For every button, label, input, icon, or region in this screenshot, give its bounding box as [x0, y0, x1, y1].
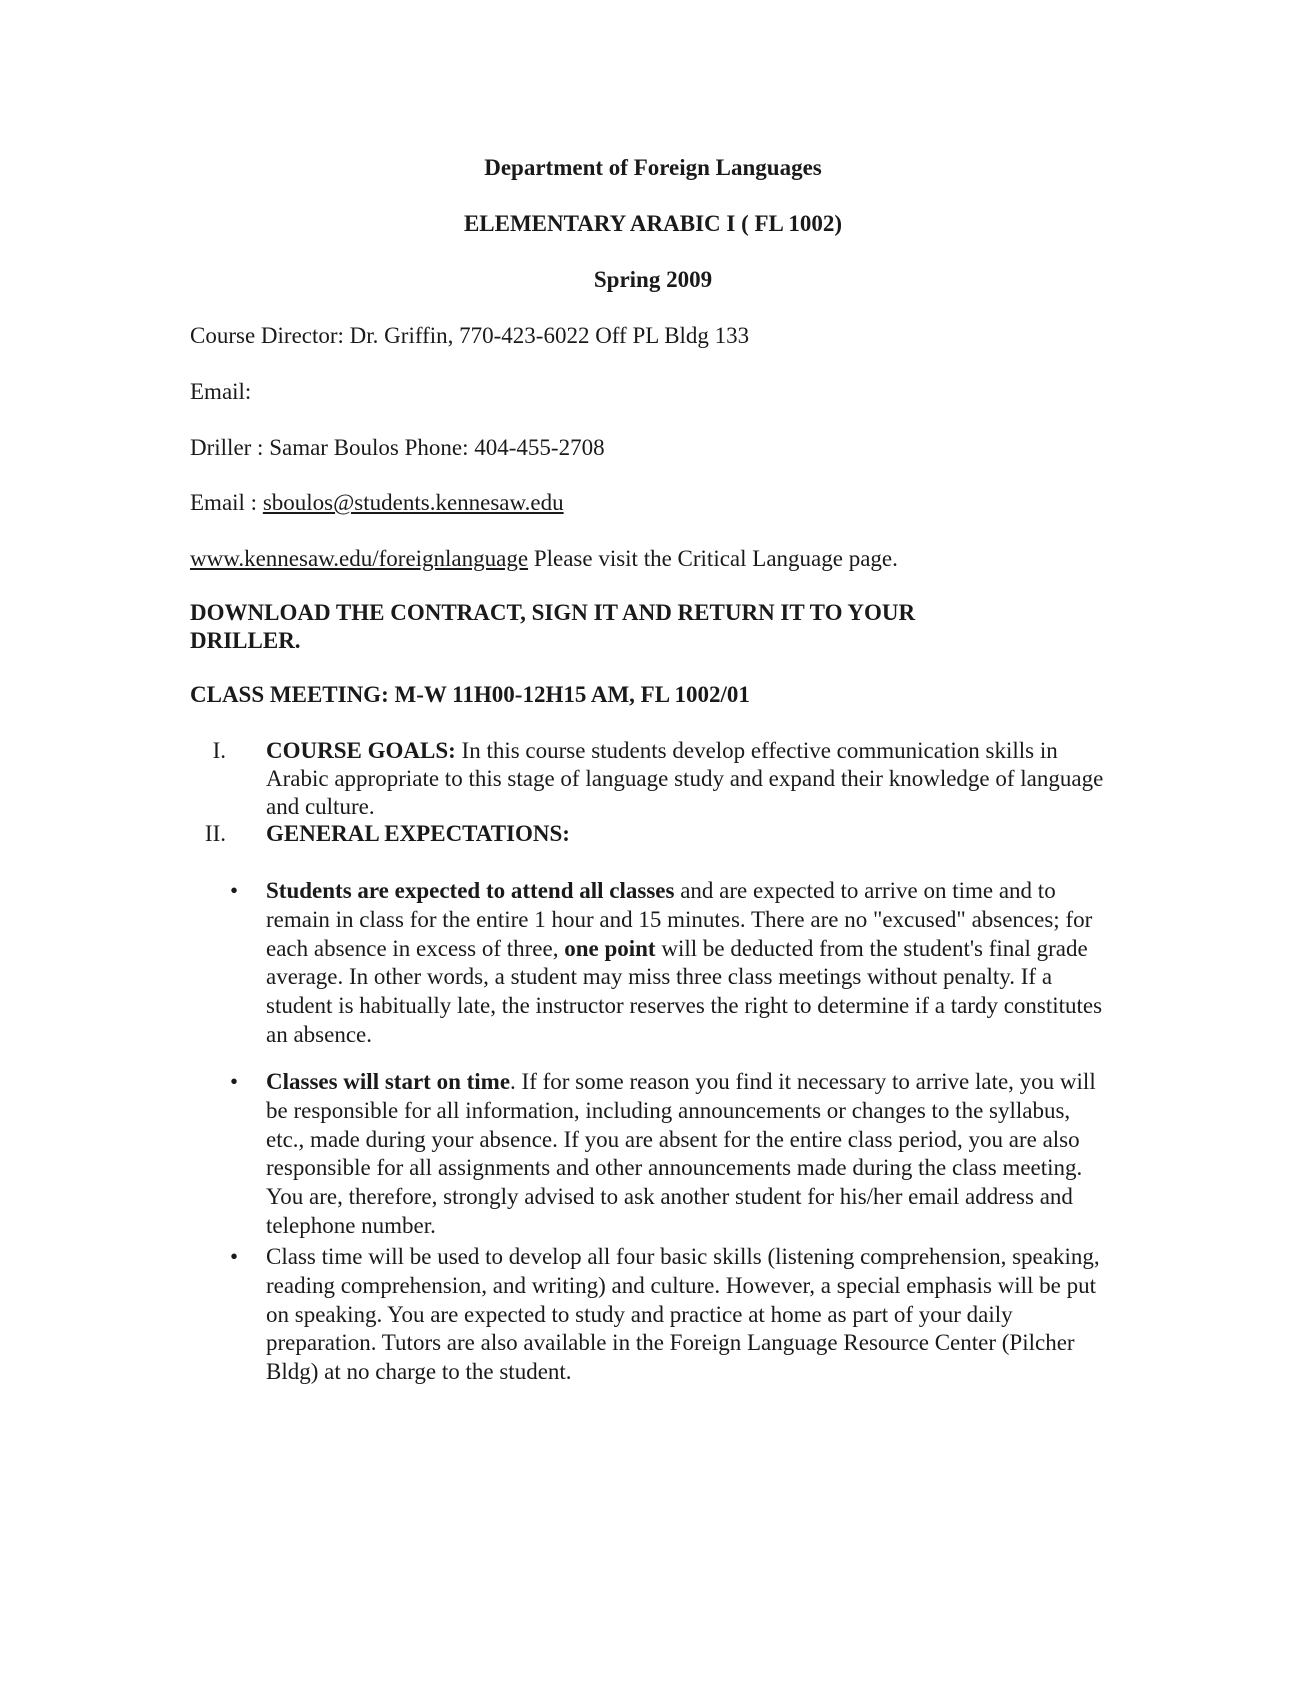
driller-email-link[interactable]: sboulos@students.kennesaw.edu — [262, 490, 564, 515]
website-note: Please visit the Critical Language page. — [528, 546, 898, 571]
bullet-marker: • — [230, 1069, 239, 1094]
bold-lead: Students are expected to attend all classes — [266, 878, 675, 903]
website-line — [190, 545, 1130, 573]
section-text: In this course students develop effective communication skills in Arabic appropriate to this stage of language study and expand their knowledge of language and culture. — [266, 738, 1104, 819]
driller-line: Driller : Samar Boulos Phone: 404-455-2708 — [190, 435, 605, 460]
term-heading: Spring 2009 — [593, 267, 713, 292]
attendance-paragraph — [266, 877, 1106, 1050]
paragraph-text: will be deducted from the student's final grade average. In other words, a student may miss three class meetings without penalty. If a student is habitually late, the instructor reserves the right to determine if a tardy constitutes an absence. — [266, 935, 1103, 1047]
section-numeral: I. — [212, 738, 226, 763]
director-email-label: Email: — [190, 379, 252, 404]
bold-emphasis: one point — [564, 935, 656, 961]
driller-email-line — [190, 489, 1130, 517]
paragraph-text: Class time will be used to develop all four basic skills (listening comprehension, speaking, reading comprehension, and writing) and culture. However, a special emphasis will be put on speaking. You are expected to study and practice at home as part of your daily preparation. Tutors are also available in the Foreign Language Resource Center (Pilcher Bldg) at no charge to the student. — [266, 1244, 1100, 1385]
course-title: ELEMENTARY ARABIC I ( FL 1002) — [463, 211, 843, 236]
course-goals-section — [266, 737, 1106, 821]
website-link[interactable]: www.kennesaw.edu/foreignlanguage — [190, 546, 529, 571]
general-expectations-section — [266, 820, 1106, 848]
bullet-marker: • — [230, 1244, 239, 1269]
course-director-line: Course Director: Dr. Griffin, 770-423-6022 Off PL Bldg 133 — [190, 323, 750, 348]
bullet-marker: • — [230, 878, 239, 903]
bold-lead: Classes will start on time — [266, 1069, 511, 1094]
section-numeral: II. — [204, 821, 226, 846]
paragraph-text: . If for some reason you find it necessary to arrive late, you will be responsible for all information, including announcements or changes to the syllabus, etc., made during your absence. If you are absent for the entire class period, you are also responsible for all assignments and other announcements made during the class meeting. You are, therefore, strongly advised to ask another student for his/her email address and telephone number. — [266, 1069, 1096, 1238]
department-heading: Department of Foreign Languages — [484, 155, 822, 180]
class-meeting-notice: CLASS MEETING: M-W 11H00-12H15 AM, FL 1002/01 — [190, 682, 750, 707]
contract-notice: DOWNLOAD THE CONTRACT, SIGN IT AND RETURN IT TO YOUR DRILLER. — [190, 600, 916, 653]
section-heading: COURSE GOALS: — [266, 738, 456, 763]
paragraph-text: and are expected to arrive on time and to remain in class for the entire 1 hour and 15 minutes. There are no "excused" absences; for each absence in excess of three, — [266, 878, 1093, 961]
class-time-paragraph — [266, 1243, 1106, 1387]
punctuality-paragraph — [266, 1068, 1106, 1241]
driller-email-label: Email : — [190, 490, 263, 515]
section-heading: GENERAL EXPECTATIONS: — [266, 821, 570, 846]
